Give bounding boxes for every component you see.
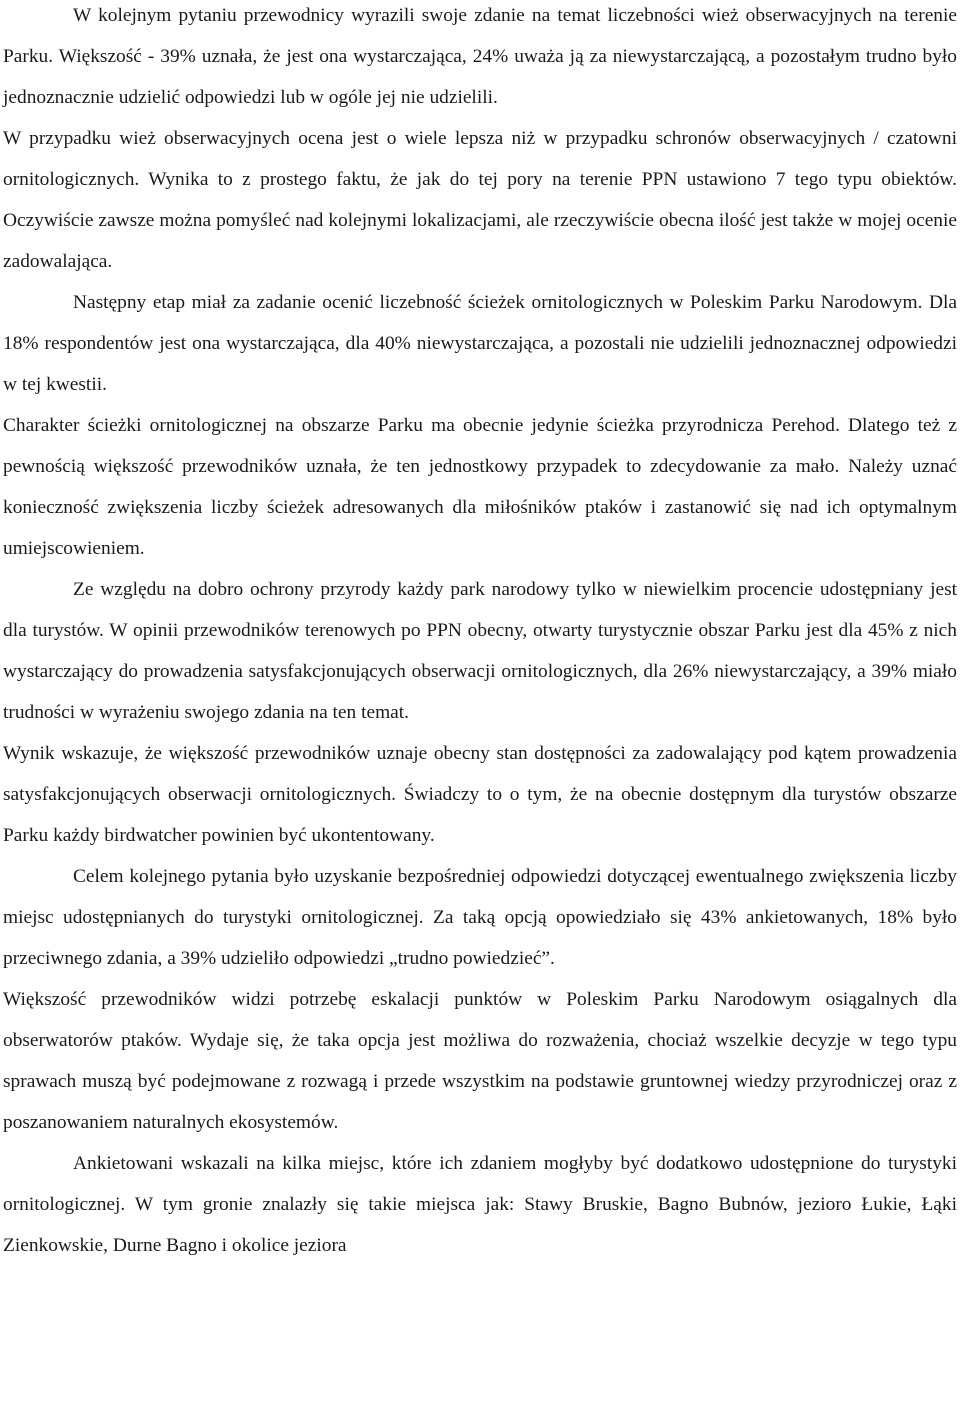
paragraph-perehod-trail: Charakter ścieżki ornitologicznej na obszarze Parku ma obecnie jedynie ścieżka przyrodnicza Perehod. Dlatego też z pewnością większość przewodników uznała, że ten jednostkowy przypadek to zdecydowanie za mało. Należy uznać konieczność zwiększenia liczby ścieżek adresowanych dla miłośników ptaków i zastanowić się nad ich optymalnym umiejscowieniem. [3, 415, 957, 559]
paragraph-observation-towers-assessment: W przypadku wież obserwacyjnych ocena jest o wiele lepsza niż w przypadku schronów obserwacyjnych / czatowni ornitologicznych. Wynika to z prostego faktu, że jak do tej pory na terenie PPN ustawiono 7 tego typu obiektów. Oczywiście zawsze można pomyśleć nad kolejnymi lokalizacjami, ale rzeczywiście obecna ilość jest także w mojej ocenie zadowalająca. [3, 128, 957, 272]
paragraph-accessible-area: Ze względu na dobro ochrony przyrody każdy park narodowy tylko w niewielkim procencie udostępniany jest dla turystów. W opinii przewodników terenowych po PPN obecny, otwarty turystycznie obszar Parku jest dla 45% z nich wystarczający do prowadzenia satysfakcjonujących obserwacji ornitologicznych, dla 26% niewystarczający, a 39% miało trudności w wyrażeniu swojego zdania na ten temat. [3, 579, 957, 723]
paragraph-observation-towers-count: W kolejnym pytaniu przewodnicy wyrazili swoje zdanie na temat liczebności wież obserwacyjnych na terenie Parku. Większość - 39% uznała, że jest ona wystarczająca, 24% uważa ją za niewystarczającą, a pozostałym trudno było jednoznacznie udzielić odpowiedzi lub w ogóle jej nie udzielili. [3, 5, 957, 108]
paragraph-ornithological-trails-count: Następny etap miał za zadanie ocenić liczebność ścieżek ornitologicznych w Poleskim Parku Narodowym. Dla 18% respondentów jest ona wystarczająca, dla 40% niewystarczająca, a pozostali nie udzielili jednoznacznej odpowiedzi w tej kwestii. [3, 292, 957, 395]
paragraph-suggested-places: Ankietowani wskazali na kilka miejsc, które ich zdaniem mogłyby być dodatkowo udostępnione do turystyki ornitologicznej. W tym gronie znalazły się takie miejsca jak: Stawy Bruskie, Bagno Bubnów, jezioro Łukie, Łąki Zienkowskie, Durne Bagno i okolice jeziora [3, 1153, 957, 1256]
paragraph-more-places-question: Celem kolejnego pytania było uzyskanie bezpośredniej odpowiedzi dotyczącej ewentualnego zwiększenia liczby miejsc udostępnianych do turystyki ornitologicznej. Za taką opcją opowiedziało się 43% ankietowanych, 18% było przeciwnego zdania, a 39% udzieliło odpowiedzi „trudno powiedzieć”. [3, 866, 957, 969]
document-page [3, 0, 957, 1266]
paragraph-accessibility-result: Wynik wskazuje, że większość przewodników uznaje obecny stan dostępności za zadowalający pod kątem prowadzenia satysfakcjonujących obserwacji ornitologicznych. Świadczy to o tym, że na obecnie dostępnym dla turystów obszarze Parku każdy birdwatcher powinien być ukontentowany. [3, 743, 957, 846]
paragraph-escalation-of-points: Większość przewodników widzi potrzebę eskalacji punktów w Poleskim Parku Narodowym osiągalnych dla obserwatorów ptaków. Wydaje się, że taka opcja jest możliwa do rozważenia, chociaż wszelkie decyzje w tego typu sprawach muszą być podejmowane z rozwagą i przede wszystkim na podstawie gruntownej wiedzy przyrodniczej oraz z poszanowaniem naturalnych ekosystemów. [3, 989, 957, 1133]
